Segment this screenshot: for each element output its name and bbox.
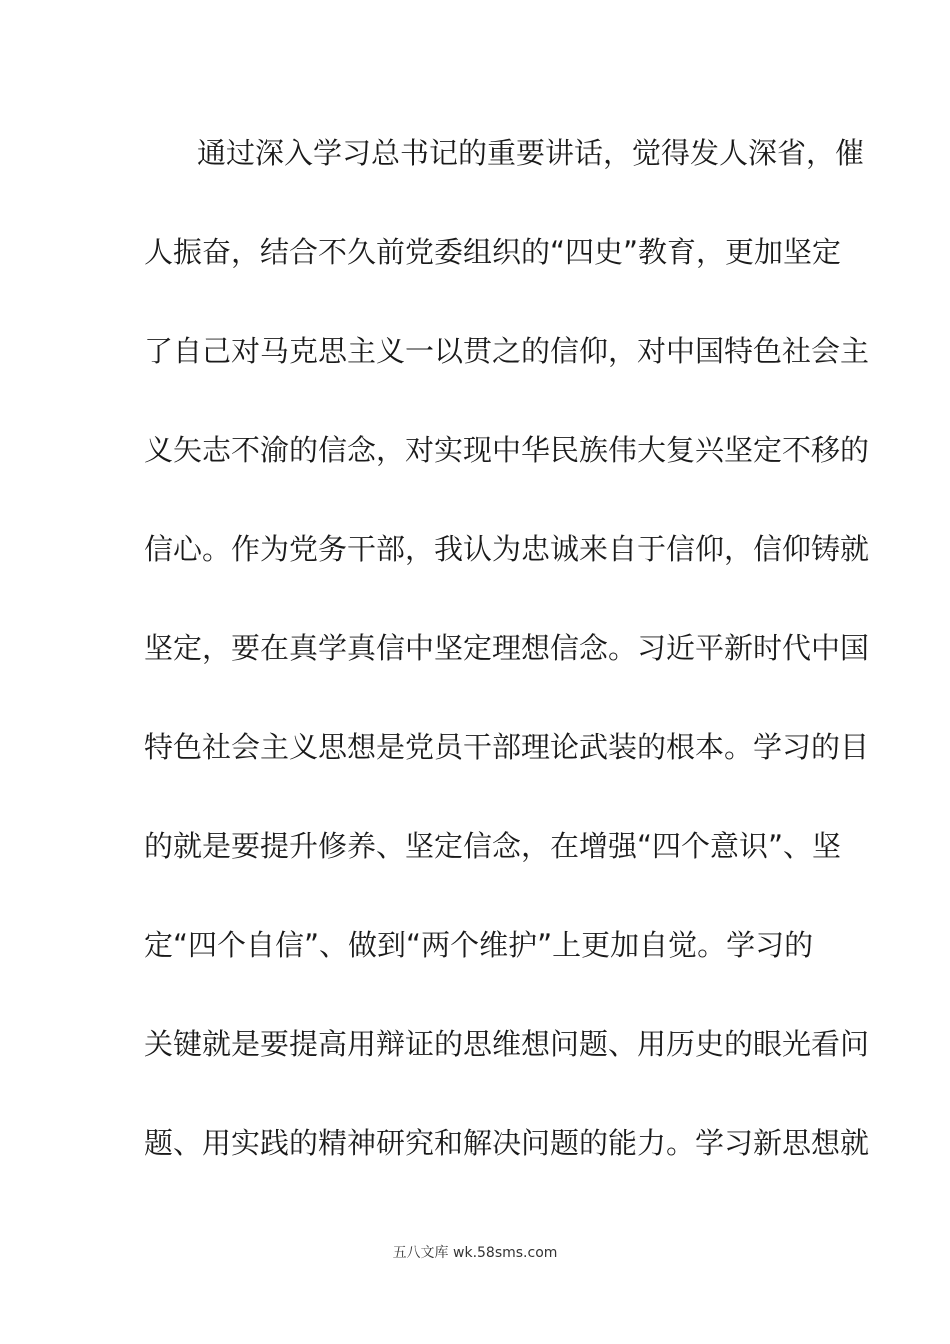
paragraph-line-9: 定“四个自信”、做到“两个维护”上更加自觉。学习的 (144, 928, 814, 962)
paragraph-line-10: 关键就是要提高用辩证的思维想问题、用历史的眼光看问 (144, 1027, 870, 1061)
paragraph-line-2: 人振奋，结合不久前党委组织的“四史”教育，更加坚定 (144, 235, 842, 269)
paragraph-line-3: 了自己对马克思主义一以贯之的信仰，对中国特色社会主 (144, 334, 870, 368)
paragraph-line-8: 的就是要提升修养、坚定信念，在增强“四个意识”、坚 (144, 829, 842, 863)
paragraph-line-5: 信心。作为党务干部，我认为忠诚来自于信仰，信仰铸就 (144, 532, 870, 566)
paragraph-line-11: 题、用实践的精神研究和解决问题的能力。学习新思想就 (144, 1126, 870, 1160)
footer-watermark: 五八文库 wk.58sms.com (392, 1245, 558, 1261)
paragraph-line-4: 义矢志不渝的信念，对实现中华民族伟大复兴坚定不移的 (144, 433, 870, 467)
paragraph-line-7: 特色社会主义思想是党员干部理论武装的根本。学习的目 (144, 730, 870, 764)
paragraph-line-6: 坚定，要在真学真信中坚定理想信念。习近平新时代中国 (144, 631, 870, 665)
paragraph-line-1: 通过深入学习总书记的重要讲话，觉得发人深省，催 (197, 136, 865, 170)
